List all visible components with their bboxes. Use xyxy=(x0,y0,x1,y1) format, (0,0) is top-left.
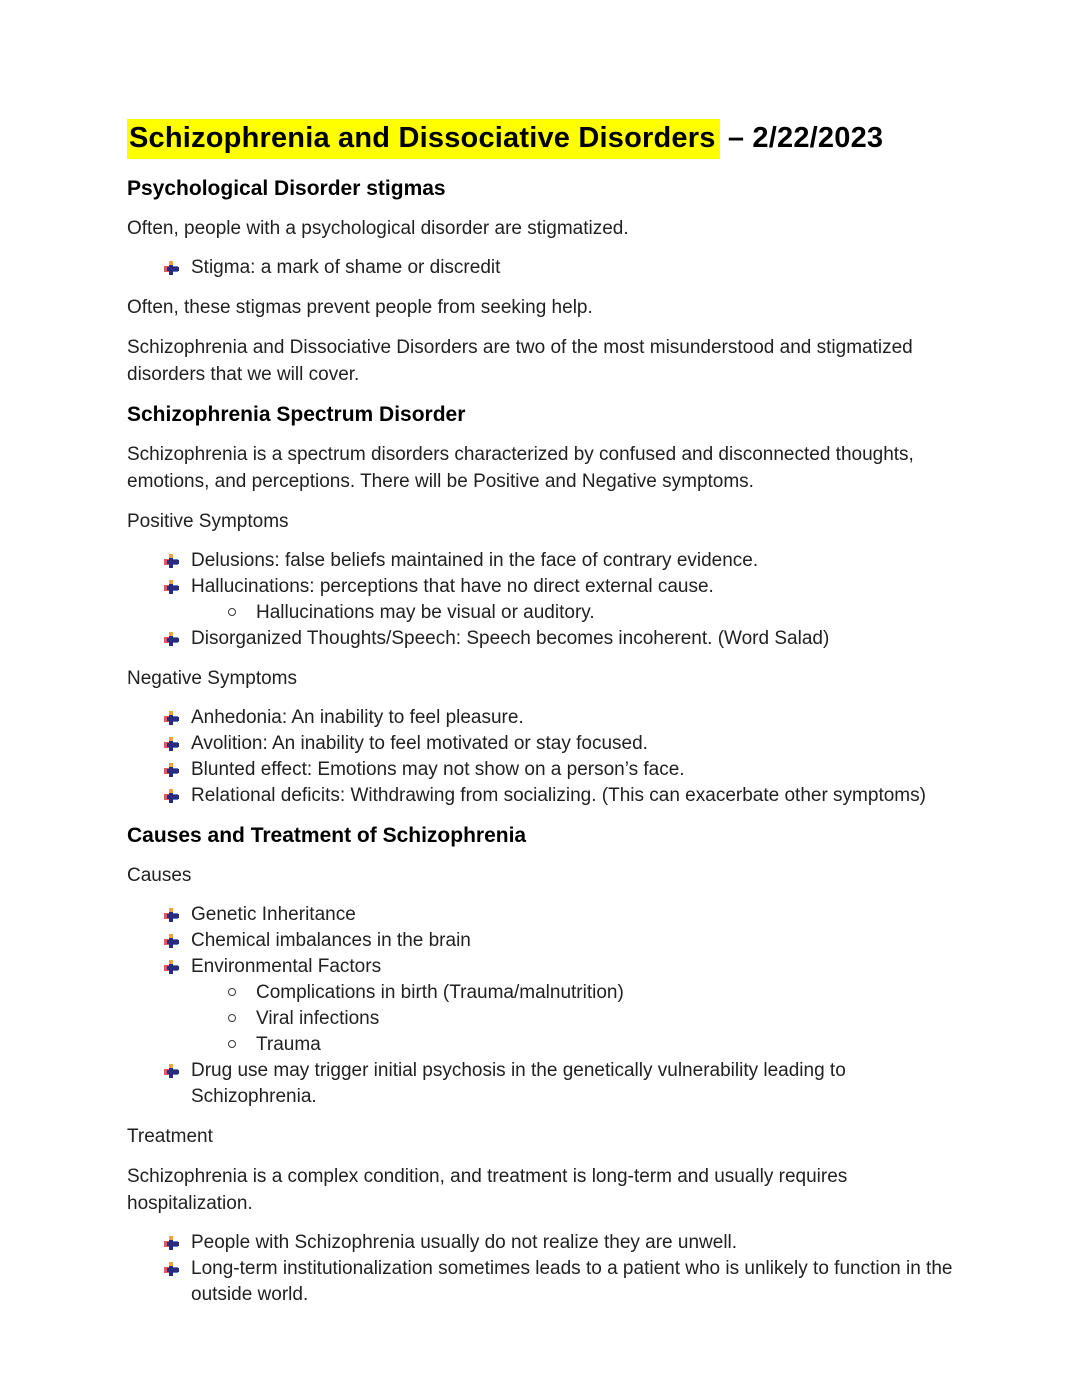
list-item-text: Avolition: An inability to feel motivated or stay focused. xyxy=(191,733,648,754)
circle-bullet-icon xyxy=(228,600,256,616)
list-item-text: Anhedonia: An inability to feel pleasure. xyxy=(191,707,524,728)
page-title xyxy=(127,118,953,158)
plus-bullet-icon xyxy=(163,626,191,648)
paragraph: Often, people with a psychological disorder are stigmatized. xyxy=(127,218,629,239)
paragraph: Often, these stigmas prevent people from seeking help. xyxy=(127,297,593,318)
list-item-text: Complications in birth (Trauma/malnutrition) xyxy=(256,982,624,1003)
paragraph: Schizophrenia and Dissociative Disorders are two of the most misunderstood and stigmatized disorders that we will cover. xyxy=(127,337,913,385)
list-item-text: Relational deficits: Withdrawing from socializing. (This can exacerbate other symptoms) xyxy=(191,785,926,806)
plus-bullet-icon xyxy=(163,705,191,727)
list-item-text: Hallucinations may be visual or auditory. xyxy=(256,602,595,623)
page-title-date: – 2/22/2023 xyxy=(719,122,884,154)
plus-bullet-icon xyxy=(163,1256,191,1278)
list-item xyxy=(228,1006,953,1032)
page-title-highlighted: Schizophrenia and Dissociative Disorders xyxy=(127,119,720,159)
list-item-text: Chemical imbalances in the brain xyxy=(191,930,471,951)
list-item-text: Trauma xyxy=(256,1034,321,1055)
paragraph: Causes xyxy=(127,865,192,886)
plus-bullet-icon xyxy=(163,1230,191,1252)
circle-bullet-icon xyxy=(228,980,256,996)
bullet-list xyxy=(127,1230,953,1308)
section-heading: Psychological Disorder stigmas xyxy=(127,177,446,200)
plus-bullet-icon xyxy=(163,954,191,976)
list-item xyxy=(163,757,953,783)
list-item xyxy=(163,705,953,731)
bullet-list xyxy=(127,902,953,1110)
plus-bullet-icon xyxy=(163,574,191,596)
list-item xyxy=(163,1230,953,1256)
list-item xyxy=(163,548,953,574)
plus-bullet-icon xyxy=(163,731,191,753)
list-item xyxy=(163,783,953,809)
paragraph: Negative Symptoms xyxy=(127,668,298,689)
list-item-text: Environmental Factors xyxy=(191,956,382,977)
paragraph: Treatment xyxy=(127,1126,213,1147)
section-heading: Schizophrenia Spectrum Disorder xyxy=(127,403,466,426)
plus-bullet-icon xyxy=(163,757,191,779)
plus-bullet-icon xyxy=(163,255,191,277)
list-item-text: Disorganized Thoughts/Speech: Speech becomes incoherent. (Word Salad) xyxy=(191,628,830,649)
list-item xyxy=(228,980,953,1006)
plus-bullet-icon xyxy=(163,1058,191,1080)
bullet-list xyxy=(127,548,953,652)
document-body xyxy=(127,175,953,1308)
plus-bullet-icon xyxy=(163,928,191,950)
paragraph: Schizophrenia is a complex condition, and treatment is long-term and usually requires hospitalization. xyxy=(127,1166,848,1214)
circle-bullet-icon xyxy=(228,1032,256,1048)
list-item xyxy=(163,902,953,928)
list-item xyxy=(163,255,953,281)
paragraph: Positive Symptoms xyxy=(127,511,289,532)
bullet-list xyxy=(127,705,953,809)
list-item-text: Viral infections xyxy=(256,1008,380,1029)
plus-bullet-icon xyxy=(163,548,191,570)
list-item xyxy=(163,626,953,652)
plus-bullet-icon xyxy=(163,902,191,924)
list-item-text: Blunted effect: Emotions may not show on a person’s face. xyxy=(191,759,685,780)
list-item-text: Delusions: false beliefs maintained in the face of contrary evidence. xyxy=(191,550,759,571)
section-heading: Causes and Treatment of Schizophrenia xyxy=(127,824,527,847)
list-item xyxy=(163,731,953,757)
list-item-text: Hallucinations: perceptions that have no direct external cause. xyxy=(191,576,714,597)
list-item xyxy=(228,1032,953,1058)
list-item-text: Long-term institutionalization sometimes leads to a patient who is unlikely to function in the outside world. xyxy=(191,1258,953,1305)
plus-bullet-icon xyxy=(163,783,191,805)
list-item xyxy=(228,600,953,626)
list-item-text: People with Schizophrenia usually do not realize they are unwell. xyxy=(191,1232,738,1253)
paragraph: Schizophrenia is a spectrum disorders characterized by confused and disconnected thoughts, emotions, and perceptions. There will be Positive and Negative symptoms. xyxy=(127,444,914,492)
list-item xyxy=(163,1256,953,1308)
bullet-list xyxy=(127,255,953,281)
list-item xyxy=(163,1058,953,1110)
list-item xyxy=(163,954,953,980)
list-item-text: Genetic Inheritance xyxy=(191,904,356,925)
circle-bullet-icon xyxy=(228,1006,256,1022)
list-item-text: Stigma: a mark of shame or discredit xyxy=(191,257,501,278)
list-item-text: Drug use may trigger initial psychosis in the genetically vulnerability leading to Schizophrenia. xyxy=(191,1060,846,1107)
list-item xyxy=(163,574,953,600)
list-item xyxy=(163,928,953,954)
